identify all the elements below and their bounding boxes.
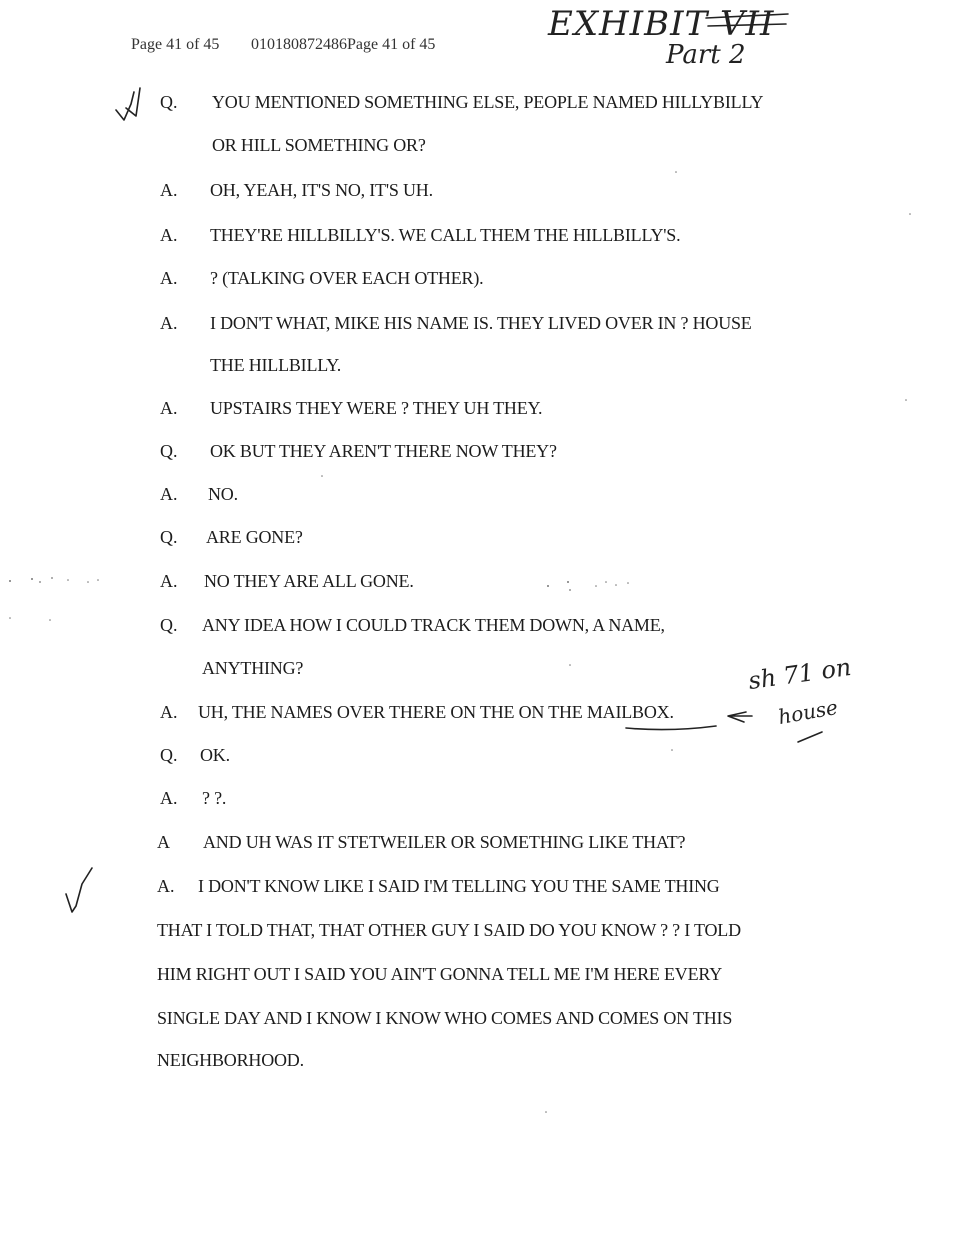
transcript-line: NO THEY ARE ALL GONE. — [204, 571, 414, 591]
transcript-line: OH, YEAH, IT'S NO, IT'S UH. — [210, 180, 433, 200]
margin-note-1: sh 71 on — [746, 652, 853, 696]
transcript-line: ANY IDEA HOW I COULD TRACK THEM DOWN, A NAME, — [202, 615, 665, 635]
transcript-line: OK BUT THEY AREN'T THERE NOW THEY? — [210, 441, 557, 461]
speaker-label: A. — [160, 571, 178, 591]
speaker-label: A. — [160, 484, 178, 504]
transcript-line: I DON'T KNOW LIKE I SAID I'M TELLING YOU THE SAME THING — [198, 876, 720, 896]
transcript-line: THE HILLBILLY. — [210, 355, 342, 375]
speaker-label: Q. — [160, 615, 178, 635]
mailbox-underline — [626, 726, 716, 730]
transcript-line: I DON'T WHAT, MIKE HIS NAME IS. THEY LIVED OVER IN ? HOUSE — [210, 313, 752, 333]
speaker-label: A. — [160, 225, 178, 245]
checkmark-icon — [116, 88, 140, 120]
transcript-line: UH, THE NAMES OVER THERE ON THE ON THE MAILBOX. — [198, 702, 674, 722]
transcript-line: NEIGHBORHOOD. — [157, 1050, 304, 1070]
transcript-line: ? (TALKING OVER EACH OTHER). — [210, 268, 484, 288]
transcript-line: THEY'RE HILLBILLY'S. WE CALL THEM THE HILLBILLY'S. — [210, 225, 681, 245]
transcript-line: OK. — [200, 745, 230, 765]
transcript-line: SINGLE DAY AND I KNOW I KNOW WHO COMES AND COMES ON THIS — [157, 1008, 733, 1028]
transcript-line: OR HILL SOMETHING OR? — [212, 135, 426, 155]
speaker-label: Q. — [160, 92, 178, 112]
margin-note-2: house — [776, 694, 840, 730]
part-annotation: Part 2 — [666, 40, 746, 70]
speaker-label: Q. — [160, 441, 178, 461]
speaker-label: A. — [160, 313, 178, 333]
transcript-line: UPSTAIRS THEY WERE ? THEY UH THEY. — [210, 398, 543, 418]
speaker-label: A — [157, 832, 170, 852]
transcript-line: AND UH WAS IT STETWEILER OR SOMETHING LIKE THAT? — [203, 832, 686, 852]
transcript-line: ARE GONE? — [206, 527, 303, 547]
house-underline — [798, 732, 822, 742]
checkmark-icon — [66, 868, 92, 912]
speaker-label: A. — [160, 702, 178, 722]
speaker-label: A. — [160, 788, 178, 808]
exhibit-text: EXHIBIT VII — [548, 4, 775, 44]
speaker-label: A. — [157, 876, 175, 896]
speaker-label: Q. — [160, 745, 178, 765]
speaker-label: Q. — [160, 527, 178, 547]
document-id: 010180872486Page 41 of 45 — [251, 36, 436, 53]
speaker-label: A. — [160, 180, 178, 200]
transcript-line: NO. — [208, 484, 238, 504]
exhibit-annotation — [548, 4, 774, 44]
transcript-line: YOU MENTIONED SOMETHING ELSE, PEOPLE NAMED HILLYBILLY — [212, 92, 764, 112]
transcript-line: HIM RIGHT OUT I SAID YOU AIN'T GONNA TELL ME I'M HERE EVERY — [157, 964, 722, 984]
arrow-icon — [728, 712, 752, 722]
speaker-label: A. — [160, 398, 178, 418]
transcript-line: THAT I TOLD THAT, THAT OTHER GUY I SAID DO YOU KNOW ? ? I TOLD — [157, 920, 741, 940]
page-number: Page 41 of 45 — [131, 36, 220, 53]
transcript-line: ? ?. — [202, 788, 227, 808]
speaker-label: A. — [160, 268, 178, 288]
transcript-line: ANYTHING? — [202, 658, 304, 678]
